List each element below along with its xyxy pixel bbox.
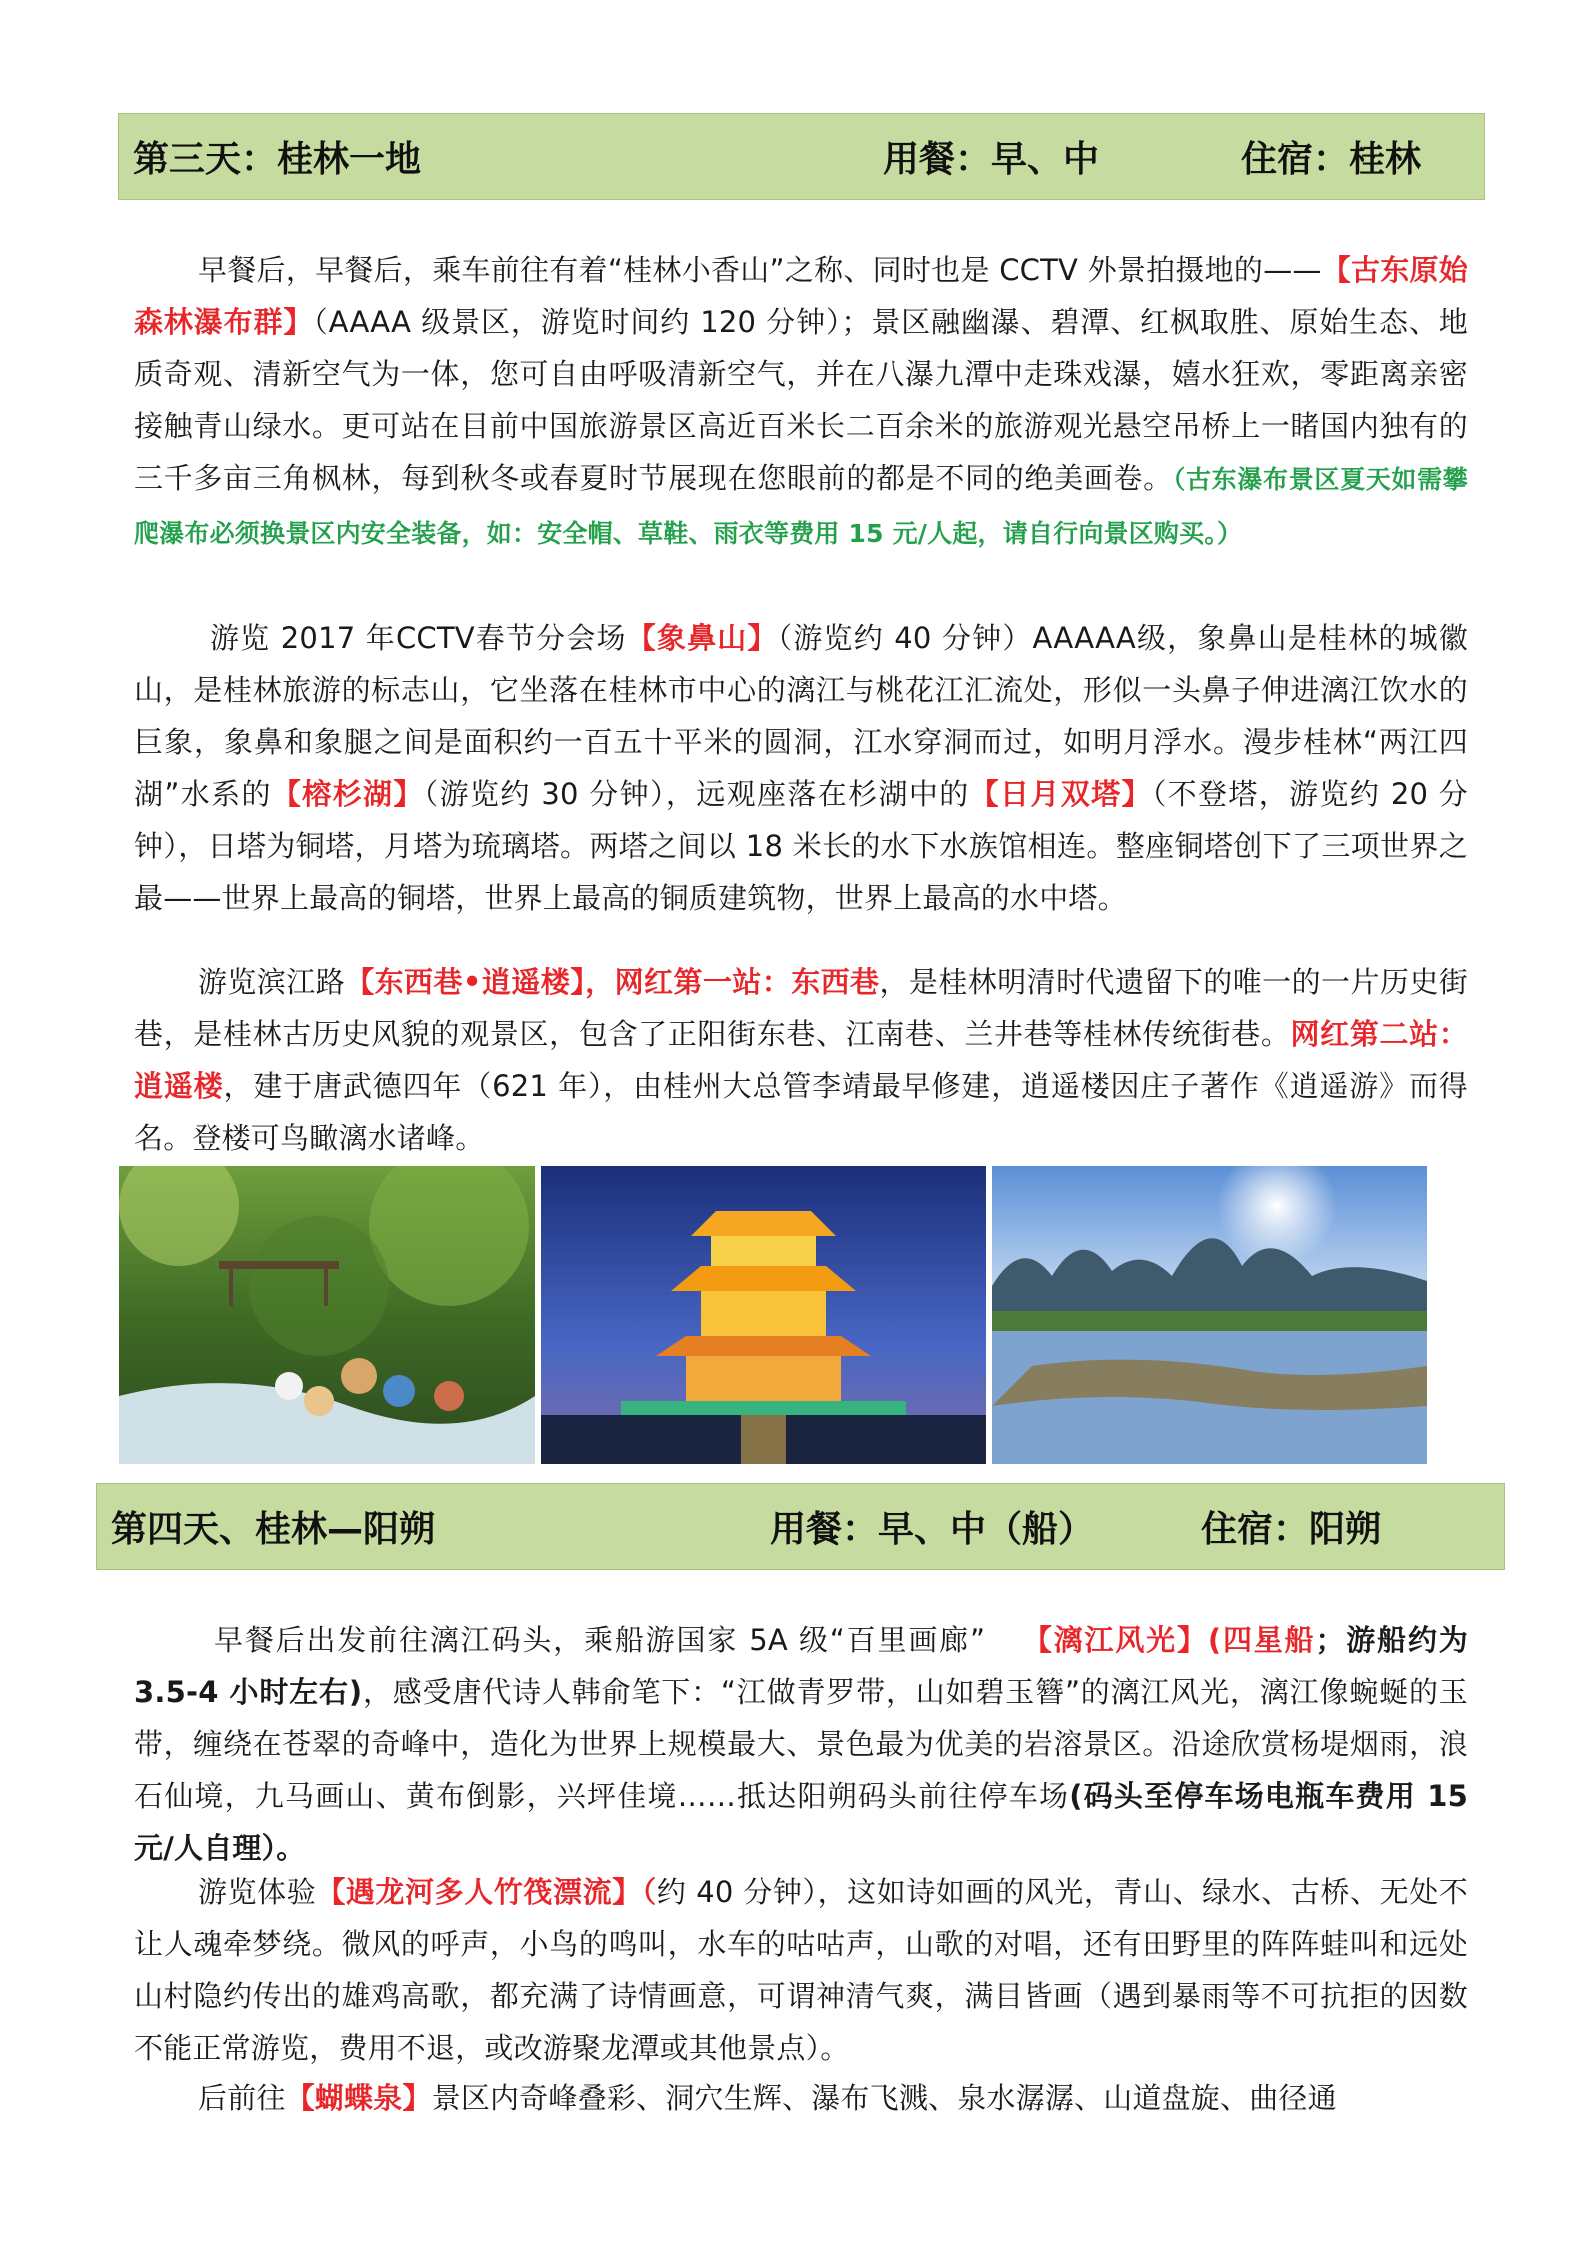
- p3-text2: ，建于唐武德四年（621 年），由桂州大总管李靖最早修建，逍遥楼因庄子著作《逍遥游》而得名。登楼可鸟瞰漓水诸峰。: [134, 1069, 1468, 1155]
- p6-intro: 后前往: [198, 2081, 286, 2115]
- paragraph-xiangbishan: [134, 612, 1468, 924]
- photo-gudong-waterfall: [119, 1166, 535, 1464]
- spot-riyue-shuangta: 【日月双塔】: [969, 777, 1152, 811]
- day4-meals: 用餐：早、中（船）: [770, 1509, 1095, 1550]
- p4-boat-type: (四星船: [1207, 1623, 1316, 1657]
- p6-text: 景区内奇峰叠彩、洞穴生辉、瀑布飞溅、泉水潺潺、山道盘旋、曲径通: [431, 2081, 1337, 2115]
- day4-header: [96, 1483, 1505, 1570]
- p3-intro: 游览滨江路: [198, 965, 346, 999]
- spot-xiaoyaolou: 网红第二站：逍遥楼: [134, 1017, 1468, 1103]
- p2-text2: （游览约 30 分钟），远观座落在杉湖中的: [423, 777, 970, 811]
- day4-stay: 住宿：阳朔: [1201, 1509, 1382, 1550]
- day3-stay: 住宿：桂林: [1241, 139, 1422, 180]
- spot-yulonghe: 【遇龙河多人竹筏漂流】（: [316, 1875, 657, 1909]
- p3-text1: ，是桂林明清时代遗留下的唯一的一片历史街巷，是桂林古历史风貌的观景区，包含了正阳街东巷、江南巷、兰井巷等桂林传统街巷。: [134, 965, 1468, 1051]
- paragraph-lijiang: [134, 1614, 1468, 1874]
- p1-text: （AAAA 级景区，游览时间约 120 分钟）；景区融幽瀑、碧潭、红枫取胜、原始生态、地质奇观、清新空气为一体，您可自由呼吸清新空气，并在八瀑九潭中走珠戏瀑，嬉水狂欢，零距离亲密接触青山绿水。更可站在目前中国旅游景区高近百米长二百余米的旅游观光悬空吊桥上一睹国内独有的三千多亩三角枫林，每到秋冬或春夏时节展现在您眼前的都是不同的绝美画卷。: [134, 305, 1468, 495]
- day3-title: 第三天：桂林一地: [133, 139, 422, 180]
- p4-intro: 早餐后出发前往漓江码头，乘船游国家 5A 级“百里画廊”: [214, 1623, 986, 1657]
- day3-header: [118, 113, 1485, 200]
- spot-hudiequan: 【蝴蝶泉】: [285, 2081, 432, 2115]
- p5-text: 约 40 分钟），这如诗如画的风光，青山、绿水、古桥、无处不让人魂牵梦绕。微风的呼声，小鸟的鸣叫，水车的咕咕声，山歌的对唱，还有田野里的阵阵蛙叫和远处山村隐约传出的雄鸡高歌，都充满了诗情画意，可谓神清气爽，满目皆画（遇到暴雨等不可抗拒的因数不能正常游览，费用不退，或改游聚龙潭或其他景点）。: [134, 1875, 1469, 2065]
- p4-text: ，感受唐代诗人韩俞笔下：“江做青罗带，山如碧玉簪”的漓江风光，漓江像蜿蜒的玉带，缠绕在苍翠的奇峰中，造化为世界上规模最大、景色最为优美的岩溶景区。沿途欣赏杨堤烟雨，浪石仙境，九马画山、黄布倒影，兴坪佳境……抵达阳朔码头前往停车场: [134, 1675, 1469, 1813]
- photo-lijiang-scenery: [992, 1166, 1427, 1464]
- p2-text1: （游览约 40 分钟）AAAAA级，象鼻山是桂林的城徽山，是桂林旅游的标志山，它坐落在桂林市中心的漓江与桃花江汇流处，形似一头鼻子伸进漓江饮水的巨象，象鼻和象腿之间是面积约一百五十平米的圆洞，江水穿洞而过，如明月浮水。漫步桂林“两江四湖”水系的: [134, 621, 1468, 811]
- p2-text3: （不登塔，游览约 20 分钟），日塔为铜塔，月塔为琉璃塔。两塔之间以 18 米长的水下水族馆相连。整座铜塔创下了三项世界之最——世界上最高的铜塔，世界上最高的铜质建筑物，世界上最高的水中塔。: [134, 777, 1468, 915]
- p1-intro: 早餐后，早餐后，乘车前往有着“桂林小香山”之称、同时也是 CCTV 外景拍摄地的——: [198, 253, 1322, 287]
- paragraph-yulonghe: [134, 1866, 1468, 2074]
- day4-title: 第四天、桂林—阳朔: [111, 1509, 436, 1550]
- paragraph-gudong: [134, 244, 1468, 560]
- photo-xiaoyaolou-night: [541, 1166, 986, 1464]
- spot-dongxixiang: 【东西巷•逍遥楼】，网红第一站：东西巷: [345, 965, 880, 999]
- p4-fee: (码头至停车场电瓶车费用 15 元/人自理）。: [134, 1779, 1468, 1865]
- spot-xiangbishan: 【象鼻山】: [626, 621, 778, 655]
- paragraph-dongxixiang: [134, 956, 1468, 1164]
- spot-gudong: 【古东原始森林瀑布群】: [134, 253, 1468, 339]
- spot-lijiang: 【漓江风光】: [1021, 1623, 1208, 1657]
- day3-meals: 用餐：早、中: [883, 139, 1100, 180]
- p5-intro: 游览体验: [198, 1875, 317, 1909]
- spot-rongshanhu: 【榕杉湖】: [271, 777, 424, 811]
- paragraph-hudiequan: [134, 2072, 1468, 2124]
- p1-safety-note: （古东瀑布景区夏天如需攀爬瀑布必须换景区内安全装备，如：安全帽、草鞋、雨衣等费用 15 元/人起，请自行向景区购买。）: [134, 465, 1468, 548]
- p4-boat-duration: ；游船约为 3.5-4 小时左右): [134, 1623, 1468, 1709]
- p2-intro: 游览 2017 年CCTV春节分会场: [210, 621, 627, 655]
